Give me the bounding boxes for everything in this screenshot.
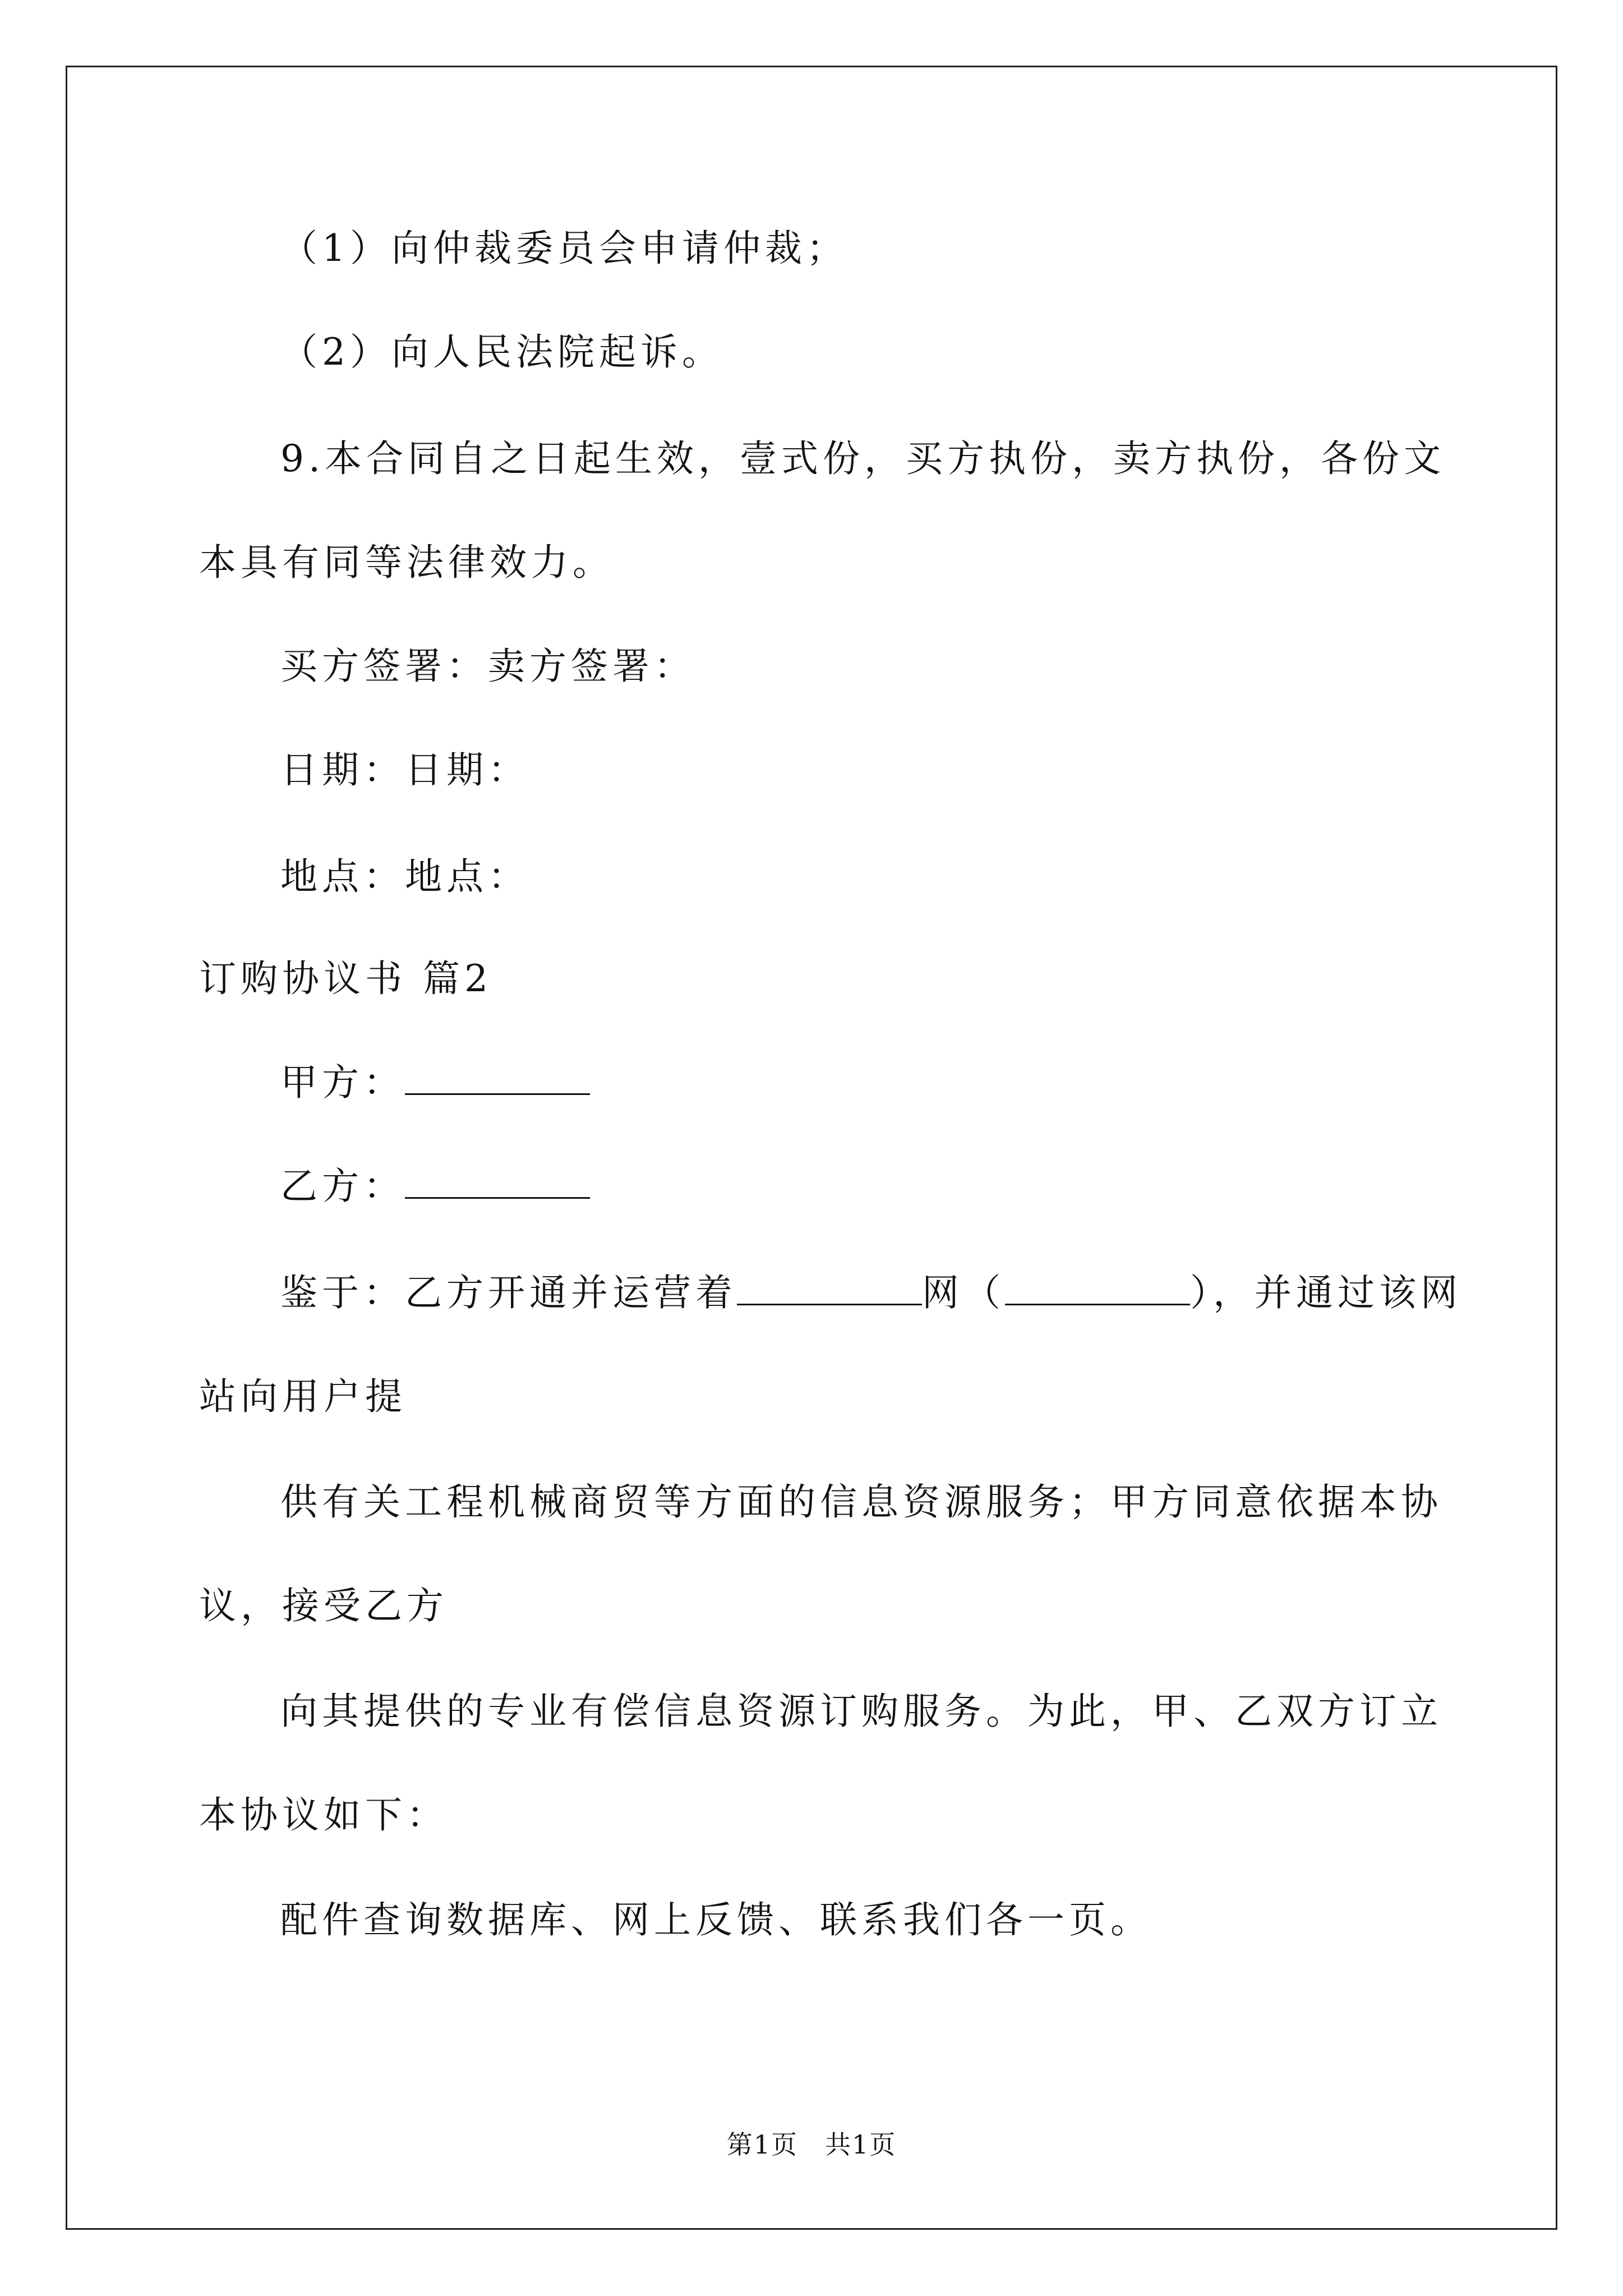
clause-arbitration: （1）向仲裁委员会申请仲裁； [280, 227, 848, 270]
signature-line: 买方签署：卖方签署： [280, 645, 695, 688]
service-line2: 议，接受乙方 [199, 1584, 448, 1627]
agreement-line2: 本协议如下： [199, 1793, 448, 1837]
website-url-blank [1005, 1274, 1190, 1305]
party-b-line [280, 1165, 590, 1208]
whereas-part2: 网（ [922, 1271, 1005, 1314]
party-a-label: 甲方： [280, 1061, 405, 1104]
party-a-blank [405, 1064, 590, 1095]
agreement-line1: 向其提供的专业有偿信息资源订购服务。为此，甲、乙双方订立 [280, 1690, 1442, 1733]
section-title: 订购协议书 篇2 [199, 957, 492, 1000]
pages-line: 配件查询数据库、网上反馈、联系我们各一页。 [280, 1898, 1152, 1941]
page-footer: 第1页 共1页 [726, 2129, 897, 2160]
party-b-label: 乙方： [280, 1165, 405, 1208]
whereas-part1: 鉴于：乙方开通并运营着 [280, 1271, 737, 1314]
whereas-line1 [280, 1271, 1462, 1314]
clause-9-line2: 本具有同等法律效力。 [199, 541, 614, 584]
place-line: 地点：地点： [280, 855, 529, 898]
clause-9-line1: 9.本合同自之日起生效，壹式份，买方执份，卖方执份，各份文 [280, 437, 1445, 480]
clause-lawsuit: （2）向人民法院起诉。 [280, 330, 723, 374]
website-name-blank [737, 1274, 922, 1305]
party-a-line [280, 1061, 590, 1104]
whereas-line2: 站向用户提 [199, 1375, 407, 1418]
party-b-blank [405, 1168, 590, 1199]
date-line: 日期：日期： [280, 748, 529, 792]
whereas-part3: ），并通过该网 [1190, 1271, 1462, 1314]
service-line1: 供有关工程机械商贸等方面的信息资源服务；甲方同意依据本协 [280, 1480, 1442, 1524]
